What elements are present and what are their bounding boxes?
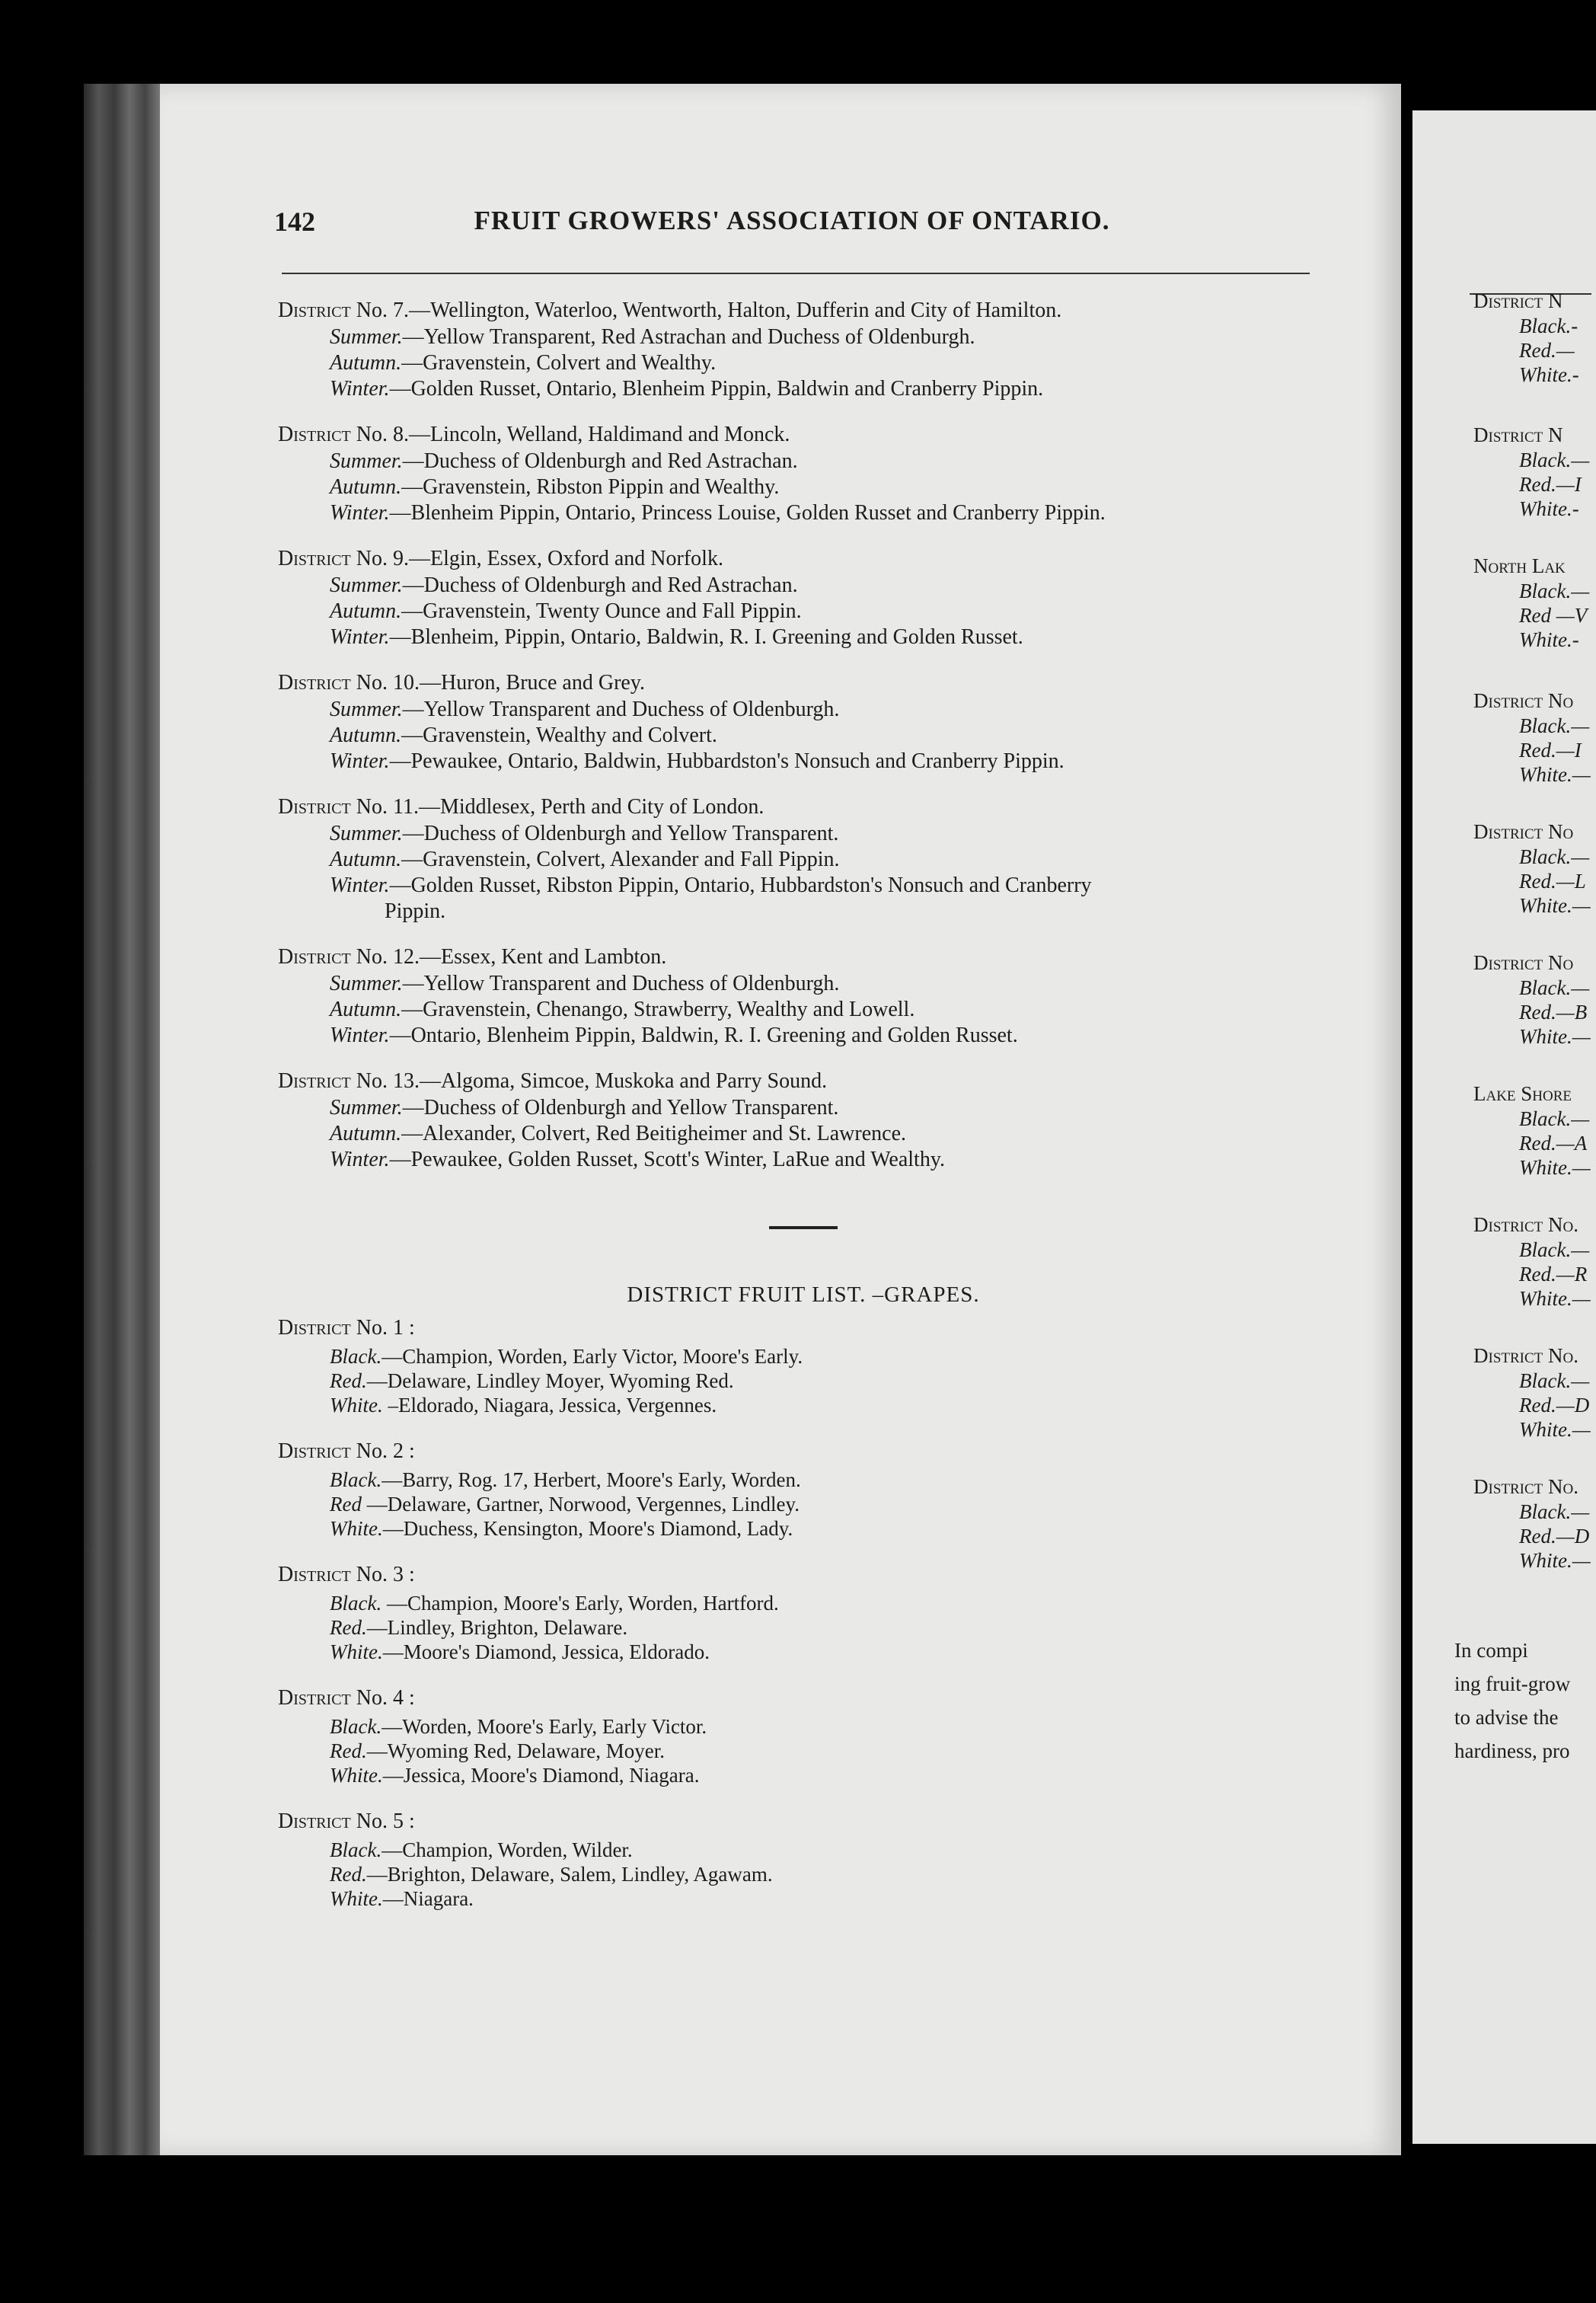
season-line — [278, 449, 1329, 474]
season-name: Summer. — [330, 325, 403, 349]
grape-color-line — [278, 1838, 1329, 1862]
season-varieties: —Gravenstein, Colvert, Alexander and Fall Pippin. — [401, 848, 840, 871]
season-varieties: —Duchess of Oldenburgh and Yellow Transparent. — [402, 1096, 839, 1120]
facing-heading: District No. — [1473, 1344, 1578, 1368]
facing-line: White.— — [1519, 762, 1591, 786]
facing-line: Black.— — [1519, 1107, 1590, 1131]
grape-district-list — [278, 1312, 1329, 1911]
facing-line: Red.—L — [1519, 870, 1586, 893]
season-line — [278, 573, 1329, 599]
facing-heading: District N — [1473, 289, 1563, 312]
facing-heading: Lake Shore — [1473, 1082, 1572, 1106]
district-label: District — [278, 423, 351, 446]
facing-block — [1473, 553, 1589, 652]
district-heading — [278, 1436, 1329, 1468]
facing-page — [1412, 110, 1596, 2144]
district-label: District — [278, 547, 351, 570]
district-heading — [278, 545, 1329, 573]
grape-color: White. — [330, 1517, 383, 1540]
facing-block — [1473, 422, 1589, 521]
season-continuation: Pippin. — [385, 899, 446, 923]
district-label: District — [278, 1439, 351, 1463]
grape-district — [278, 1312, 1329, 1417]
district-label: District — [278, 299, 351, 322]
season-name: Summer. — [330, 698, 403, 721]
facing-line: Black.— — [1519, 845, 1590, 868]
facing-line: Red.— — [1519, 338, 1575, 362]
season-name: Winter. — [330, 625, 390, 649]
apple-district — [278, 545, 1329, 650]
facing-line: Red —V — [1519, 604, 1588, 628]
district-heading — [278, 794, 1329, 821]
season-name: Winter. — [330, 1024, 390, 1047]
facing-line: Black.— — [1519, 976, 1590, 1000]
facing-line: White.— — [1519, 1025, 1591, 1049]
season-line — [278, 1147, 1329, 1173]
season-line — [278, 971, 1329, 997]
district-number: No. 12. — [356, 945, 420, 969]
grape-varieties: —Delaware, Gartner, Norwood, Vergennes, Lindley. — [361, 1493, 800, 1516]
season-line — [278, 376, 1329, 402]
facing-line: Black.— — [1519, 580, 1590, 603]
season-varieties: —Pewaukee, Golden Russet, Scott's Winter, LaRue and Wealthy. — [389, 1148, 945, 1171]
district-number: No. 10. — [356, 671, 420, 695]
facing-line: White.- — [1519, 497, 1579, 521]
running-title: FRUIT GROWERS' ASSOCIATION OF ONTARIO. — [474, 206, 1110, 235]
facing-block — [1473, 1343, 1591, 1442]
district-heading — [278, 1806, 1329, 1838]
apple-district — [278, 794, 1329, 925]
district-label: District — [278, 671, 351, 695]
page-header — [274, 206, 1310, 251]
district-heading — [278, 669, 1329, 697]
season-name: Autumn. — [330, 848, 402, 871]
facing-heading: District No — [1473, 951, 1574, 975]
season-varieties: —Golden Russet, Ontario, Blenheim Pippin, Baldwin and Cranberry Pippin. — [389, 377, 1044, 401]
season-line — [278, 474, 1329, 500]
apple-district — [278, 297, 1329, 402]
section-divider — [769, 1226, 838, 1229]
facing-line: White.— — [1519, 1549, 1591, 1573]
grape-district — [278, 1559, 1329, 1664]
facing-block — [1473, 1474, 1591, 1573]
grape-varieties: —Wyoming Red, Delaware, Moyer. — [366, 1739, 666, 1762]
grape-color: Red. — [330, 1739, 367, 1762]
season-varieties: —Duchess of Oldenburgh and Red Astrachan. — [402, 449, 798, 473]
season-varieties: —Blenheim Pippin, Ontario, Princess Louise, Golden Russet and Cranberry Pippin. — [389, 501, 1106, 525]
season-line — [278, 847, 1329, 873]
facing-paragraph-line: In compi — [1454, 1639, 1528, 1662]
district-number: No. 1 : — [356, 1316, 415, 1340]
apple-district — [278, 1068, 1329, 1173]
grape-color: White. — [330, 1764, 383, 1787]
district-label: District — [278, 1316, 351, 1340]
facing-heading: North Lak — [1473, 554, 1566, 578]
facing-line: Red.—A — [1519, 1132, 1588, 1155]
grape-varieties: —Jessica, Moore's Diamond, Niagara. — [382, 1764, 700, 1787]
season-varieties: —Gravenstein, Ribston Pippin and Wealthy. — [401, 475, 780, 499]
facing-heading: District No — [1473, 820, 1574, 843]
grape-color-line — [278, 1763, 1329, 1787]
facing-block — [1473, 819, 1591, 918]
facing-paragraph-line: ing fruit-grow — [1454, 1672, 1571, 1695]
season-line — [278, 324, 1329, 350]
grape-color-line — [278, 1640, 1329, 1664]
facing-heading: District No. — [1473, 1213, 1578, 1237]
apple-district — [278, 944, 1329, 1049]
season-line — [278, 1023, 1329, 1049]
district-label: District — [278, 1563, 351, 1586]
apple-district — [278, 421, 1329, 526]
season-name: Summer. — [330, 1096, 403, 1120]
season-varieties: —Gravenstein, Twenty Ounce and Fall Pippin. — [401, 599, 802, 623]
grape-varieties: —Champion, Moore's Early, Worden, Hartford. — [381, 1592, 779, 1615]
district-areas: —Essex, Kent and Lambton. — [420, 945, 667, 969]
grape-varieties: —Lindley, Brighton, Delaware. — [366, 1616, 628, 1639]
grape-color-line — [278, 1739, 1329, 1763]
grape-color: White. — [330, 1394, 383, 1417]
season-line — [278, 500, 1329, 526]
facing-line: Red.—D — [1519, 1394, 1590, 1417]
district-heading — [278, 1312, 1329, 1344]
facing-line: Red.—I — [1519, 738, 1582, 762]
season-name: Summer. — [330, 449, 403, 473]
facing-line: Red.—B — [1519, 1001, 1588, 1024]
district-areas: —Algoma, Simcoe, Muskoka and Parry Sound. — [420, 1069, 828, 1093]
district-label: District — [278, 1686, 351, 1710]
season-name: Winter. — [330, 874, 390, 897]
facing-line: White.— — [1519, 1156, 1591, 1180]
district-number: No. 11. — [356, 795, 419, 819]
grape-varieties: —Worden, Moore's Early, Early Victor. — [381, 1715, 707, 1738]
grape-color: Black. — [330, 1838, 382, 1861]
season-varieties: —Golden Russet, Ribston Pippin, Ontario, Hubbardston's Nonsuch and Cranberry — [389, 874, 1092, 897]
facing-line: Black.— — [1519, 449, 1590, 472]
season-varieties: —Blenheim, Pippin, Ontario, Baldwin, R. I. Greening and Golden Russet. — [389, 625, 1023, 649]
grape-varieties: —Duchess, Kensington, Moore's Diamond, Lady. — [382, 1517, 793, 1540]
season-line — [278, 1095, 1329, 1121]
season-varieties: —Gravenstein, Wealthy and Colvert. — [401, 723, 717, 747]
district-number: No. 7. — [356, 299, 410, 322]
district-number: No. 5 : — [356, 1810, 415, 1833]
district-heading — [278, 297, 1329, 324]
season-name: Autumn. — [330, 351, 402, 375]
grape-color-line — [278, 1393, 1329, 1417]
season-varieties: —Duchess of Oldenburgh and Yellow Transparent. — [402, 822, 839, 845]
facing-line: Black.- — [1519, 314, 1578, 337]
grape-color-line — [278, 1615, 1329, 1640]
season-name: Winter. — [330, 749, 390, 773]
grape-varieties: —Delaware, Lindley Moyer, Wyoming Red. — [366, 1369, 734, 1392]
facing-heading: District No — [1473, 688, 1574, 712]
season-name: Autumn. — [330, 998, 402, 1021]
grape-color: Black. — [330, 1468, 382, 1491]
facing-page-paragraph — [1454, 1634, 1570, 1768]
season-name: Autumn. — [330, 1122, 402, 1145]
district-number: No. 4 : — [356, 1686, 415, 1710]
facing-line: Black.— — [1519, 1500, 1590, 1524]
district-areas: —Lincoln, Welland, Haldimand and Monck. — [409, 423, 790, 446]
facing-line: White.— — [1519, 1418, 1591, 1442]
grape-color: Black. — [330, 1345, 382, 1368]
facing-line: Red.—D — [1519, 1525, 1590, 1548]
district-heading — [278, 1682, 1329, 1714]
district-heading — [278, 944, 1329, 971]
season-name: Autumn. — [330, 475, 402, 499]
facing-block — [1473, 1081, 1591, 1180]
season-name: Summer. — [330, 573, 403, 597]
grapes-section-title: DISTRICT FRUIT LIST. –GRAPES. — [627, 1282, 980, 1307]
district-heading — [278, 1068, 1329, 1095]
grape-varieties: —Moore's Diamond, Jessica, Eldorado. — [382, 1640, 710, 1663]
season-name: Autumn. — [330, 599, 402, 623]
grape-color-line — [278, 1369, 1329, 1393]
season-line — [278, 821, 1329, 847]
facing-line: Black.— — [1519, 1369, 1590, 1393]
season-line — [278, 599, 1329, 624]
grape-color-line — [278, 1886, 1329, 1911]
grape-color: Red. — [330, 1616, 367, 1639]
season-name: Winter. — [330, 377, 390, 401]
season-name: Winter. — [330, 501, 390, 525]
season-varieties: —Duchess of Oldenburgh and Red Astrachan. — [402, 573, 798, 597]
season-line — [278, 723, 1329, 749]
season-varieties: —Gravenstein, Colvert and Wealthy. — [401, 351, 717, 375]
grape-varieties: —Champion, Worden, Wilder. — [381, 1838, 633, 1861]
grape-varieties: —Champion, Worden, Early Victor, Moore's Early. — [381, 1345, 803, 1368]
district-number: No. 3 : — [356, 1563, 415, 1586]
page-content — [278, 297, 1329, 1929]
district-label: District — [278, 795, 351, 819]
district-label: District — [278, 1069, 351, 1093]
season-line — [278, 697, 1329, 723]
grape-color-line — [278, 1862, 1329, 1886]
season-varieties: —Pewaukee, Ontario, Baldwin, Hubbardston's Nonsuch and Cranberry Pippin. — [389, 749, 1065, 773]
district-label: District — [278, 945, 351, 969]
season-varieties: —Ontario, Blenheim Pippin, Baldwin, R. I. Greening and Golden Russet. — [389, 1024, 1018, 1047]
season-line — [278, 873, 1329, 899]
season-varieties: —Yellow Transparent and Duchess of Oldenburgh. — [402, 698, 840, 721]
facing-line: White.- — [1519, 628, 1579, 652]
facing-heading: District No. — [1473, 1475, 1578, 1499]
grape-color-line — [278, 1591, 1329, 1615]
grape-color-line — [278, 1468, 1329, 1492]
left-page — [160, 84, 1401, 2155]
grape-color: Red — [330, 1493, 362, 1516]
season-line — [278, 997, 1329, 1023]
grape-color-line — [278, 1516, 1329, 1541]
grape-varieties: —Brighton, Delaware, Salem, Lindley, Agawam. — [366, 1863, 773, 1886]
facing-block — [1473, 288, 1579, 387]
grape-color: White. — [330, 1640, 383, 1663]
district-number: No. 9. — [356, 547, 410, 570]
district-areas: —Huron, Bruce and Grey. — [420, 671, 645, 695]
grape-district — [278, 1436, 1329, 1541]
grape-color: Black. — [330, 1592, 382, 1615]
facing-line: White.— — [1519, 1287, 1591, 1311]
district-heading — [278, 421, 1329, 449]
book-spine — [84, 84, 160, 2155]
district-areas: —Wellington, Waterloo, Wentworth, Halton, Dufferin and City of Hamilton. — [409, 299, 1062, 322]
grape-district — [278, 1682, 1329, 1787]
season-varieties: —Alexander, Colvert, Red Beitigheimer and St. Lawrence. — [401, 1122, 907, 1145]
facing-paragraph-line: to advise the — [1454, 1706, 1559, 1729]
grape-color: Black. — [330, 1715, 382, 1738]
facing-block — [1473, 1212, 1591, 1311]
season-name: Summer. — [330, 972, 403, 995]
facing-heading: District N — [1473, 423, 1563, 447]
grape-varieties: –Eldorado, Niagara, Jessica, Vergennes. — [382, 1394, 717, 1417]
season-line — [278, 350, 1329, 376]
grape-color: Red. — [330, 1863, 367, 1886]
season-name: Summer. — [330, 822, 403, 845]
grape-color: White. — [330, 1887, 383, 1910]
grape-color-line — [278, 1714, 1329, 1739]
district-number: No. 13. — [356, 1069, 420, 1093]
grape-color-line — [278, 1344, 1329, 1369]
header-rule — [282, 273, 1310, 274]
grape-varieties: —Niagara. — [382, 1887, 474, 1910]
apple-district-list — [278, 297, 1329, 1173]
grape-district — [278, 1806, 1329, 1911]
facing-line: Red.—I — [1519, 473, 1582, 497]
grape-color-line — [278, 1492, 1329, 1516]
district-number: No. 2 : — [356, 1439, 415, 1463]
facing-paragraph-line: hardiness, pro — [1454, 1739, 1570, 1762]
district-heading — [278, 1559, 1329, 1591]
grape-color: Red. — [330, 1369, 367, 1392]
district-number: No. 8. — [356, 423, 410, 446]
facing-block — [1473, 950, 1591, 1049]
season-varieties: —Yellow Transparent and Duchess of Oldenburgh. — [402, 972, 840, 995]
season-name: Autumn. — [330, 723, 402, 747]
season-line — [278, 1121, 1329, 1147]
season-varieties: —Yellow Transparent, Red Astrachan and Duchess of Oldenburgh. — [402, 325, 975, 349]
facing-line: Red.—R — [1519, 1263, 1588, 1286]
season-line — [278, 749, 1329, 775]
facing-line: White.- — [1519, 363, 1579, 386]
facing-block — [1473, 688, 1591, 787]
season-line — [278, 624, 1329, 650]
district-areas: —Middlesex, Perth and City of London. — [418, 795, 764, 819]
district-label: District — [278, 1810, 351, 1833]
grape-varieties: —Barry, Rog. 17, Herbert, Moore's Early, Worden. — [381, 1468, 801, 1491]
apple-district — [278, 669, 1329, 775]
season-varieties: —Gravenstein, Chenango, Strawberry, Wealthy and Lowell. — [401, 998, 915, 1021]
season-name: Winter. — [330, 1148, 390, 1171]
page-number: 142 — [274, 206, 315, 237]
facing-line: Black.— — [1519, 1238, 1590, 1262]
district-areas: —Elgin, Essex, Oxford and Norfolk. — [409, 547, 723, 570]
facing-line: Black.— — [1519, 714, 1590, 737]
facing-line: White.— — [1519, 894, 1591, 917]
